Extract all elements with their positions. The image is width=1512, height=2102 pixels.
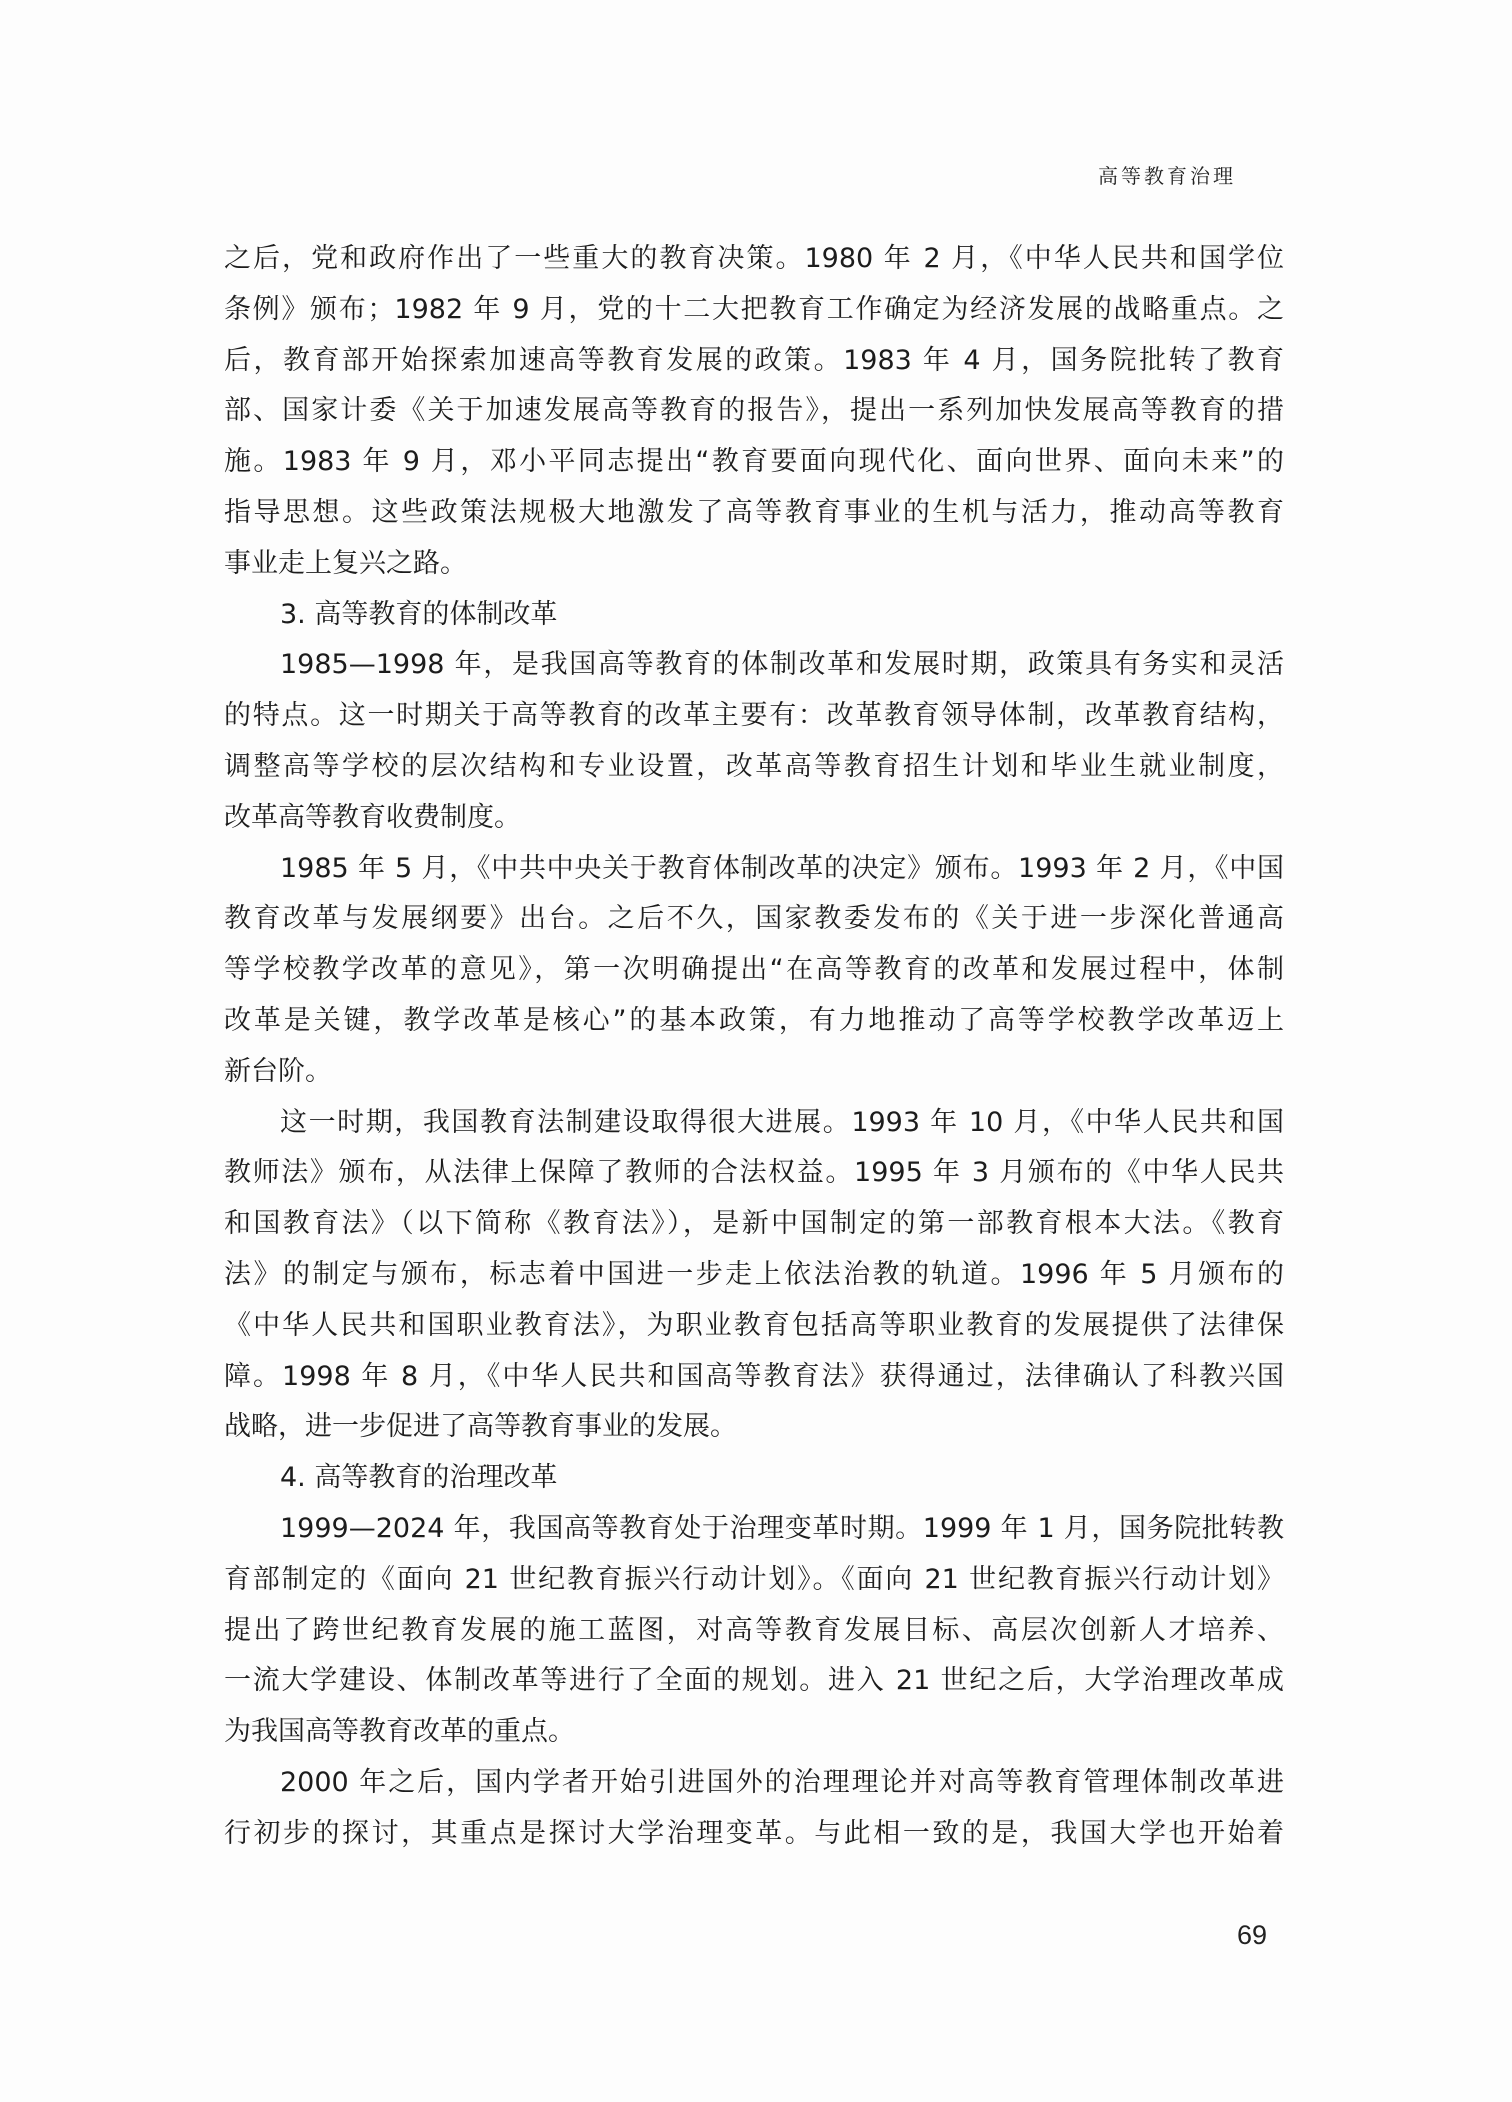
text-line: 等学校教学改革的意见》，第一次明确提出“在高等教育的改革和发展过程中，体制: [224, 954, 1284, 986]
body-text: [224, 234, 1284, 1860]
text-line: 指导思想。这些政策法规极大地激发了高等教育事业的生机与活力，推动高等教育: [224, 496, 1284, 528]
section-heading: 3. 高等教育的体制改革: [280, 598, 558, 630]
text-line: 法》的制定与颁布，标志着中国进一步走上依法治教的轨道。1996 年 5 月颁布的: [224, 1258, 1284, 1290]
text-line: 战略，进一步促进了高等教育事业的发展。: [224, 1411, 737, 1443]
text-line: 1985—1998 年，是我国高等教育的体制改革和发展时期，政策具有务实和灵活: [280, 649, 1284, 681]
text-line: 行初步的探讨，其重点是探讨大学治理变革。与此相一致的是，我国大学也开始着: [224, 1817, 1284, 1849]
page-number: 69: [1236, 1920, 1267, 1950]
text-line: 部、国家计委《关于加速发展高等教育的报告》，提出一系列加快发展高等教育的措: [224, 395, 1284, 427]
text-line: 教育改革与发展纲要》出台。之后不久，国家教委发布的《关于进一步深化普通高: [224, 903, 1284, 935]
text-line: 后，教育部开始探索加速高等教育发展的政策。1983 年 4 月，国务院批转了教育: [224, 344, 1284, 376]
text-line: 《中华人民共和国职业教育法》，为职业教育包括高等职业教育的发展提供了法律保: [224, 1309, 1284, 1341]
running-header: 高等教育治理: [1098, 164, 1236, 188]
text-line: 教师法》颁布，从法律上保障了教师的合法权益。1995 年 3 月颁布的《中华人民共: [224, 1157, 1284, 1189]
text-line: 提出了跨世纪教育发展的施工蓝图，对高等教育发展目标、高层次创新人才培养、: [224, 1614, 1284, 1646]
text-line: 改革是关键，教学改革是核心”的基本政策，有力地推动了高等学校教学改革迈上: [224, 1004, 1284, 1036]
text-line: 为我国高等教育改革的重点。: [224, 1716, 575, 1748]
text-line: 新台阶。: [224, 1055, 332, 1087]
text-line: 障。1998 年 8 月，《中华人民共和国高等教育法》获得通过，法律确认了科教兴国: [224, 1360, 1284, 1392]
text-line: 的特点。这一时期关于高等教育的改革主要有：改革教育领导体制，改革教育结构，: [224, 700, 1284, 732]
text-line: 事业走上复兴之路。: [224, 547, 467, 579]
text-line: 条例》颁布；1982 年 9 月，党的十二大把教育工作确定为经济发展的战略重点。之: [224, 293, 1284, 325]
text-line: 1985 年 5 月，《中共中央关于教育体制改革的决定》颁布。1993 年 2 月，《中国: [280, 852, 1284, 884]
text-line: 之后，党和政府作出了一些重大的教育决策。1980 年 2 月，《中华人民共和国学位: [224, 243, 1284, 274]
text-line: 一流大学建设、体制改革等进行了全面的规划。进入 21 世纪之后，大学治理改革成: [224, 1665, 1284, 1697]
text-line: 和国教育法》（以下简称《教育法》），是新中国制定的第一部教育根本大法。《教育: [224, 1208, 1284, 1240]
section-heading: 4. 高等教育的治理改革: [280, 1462, 558, 1494]
text-line: 施。1983 年 9 月，邓小平同志提出“教育要面向现代化、面向世界、面向未来”的: [224, 446, 1284, 478]
text-line: 这一时期，我国教育法制建设取得很大进展。1993 年 10 月，《中华人民共和国: [280, 1106, 1284, 1138]
text-line: 2000 年之后，国内学者开始引进国外的治理理论并对高等教育管理体制改革进: [280, 1766, 1284, 1798]
text-line: 育部制定的《面向 21 世纪教育振兴行动计划》。《面向 21 世纪教育振兴行动计划》: [224, 1563, 1284, 1595]
text-line: 改革高等教育收费制度。: [224, 801, 521, 833]
text-line: 1999—2024 年，我国高等教育处于治理变革时期。1999 年 1 月，国务院批转教: [280, 1512, 1284, 1544]
text-line: 调整高等学校的层次结构和专业设置，改革高等教育招生计划和毕业生就业制度，: [224, 750, 1284, 782]
